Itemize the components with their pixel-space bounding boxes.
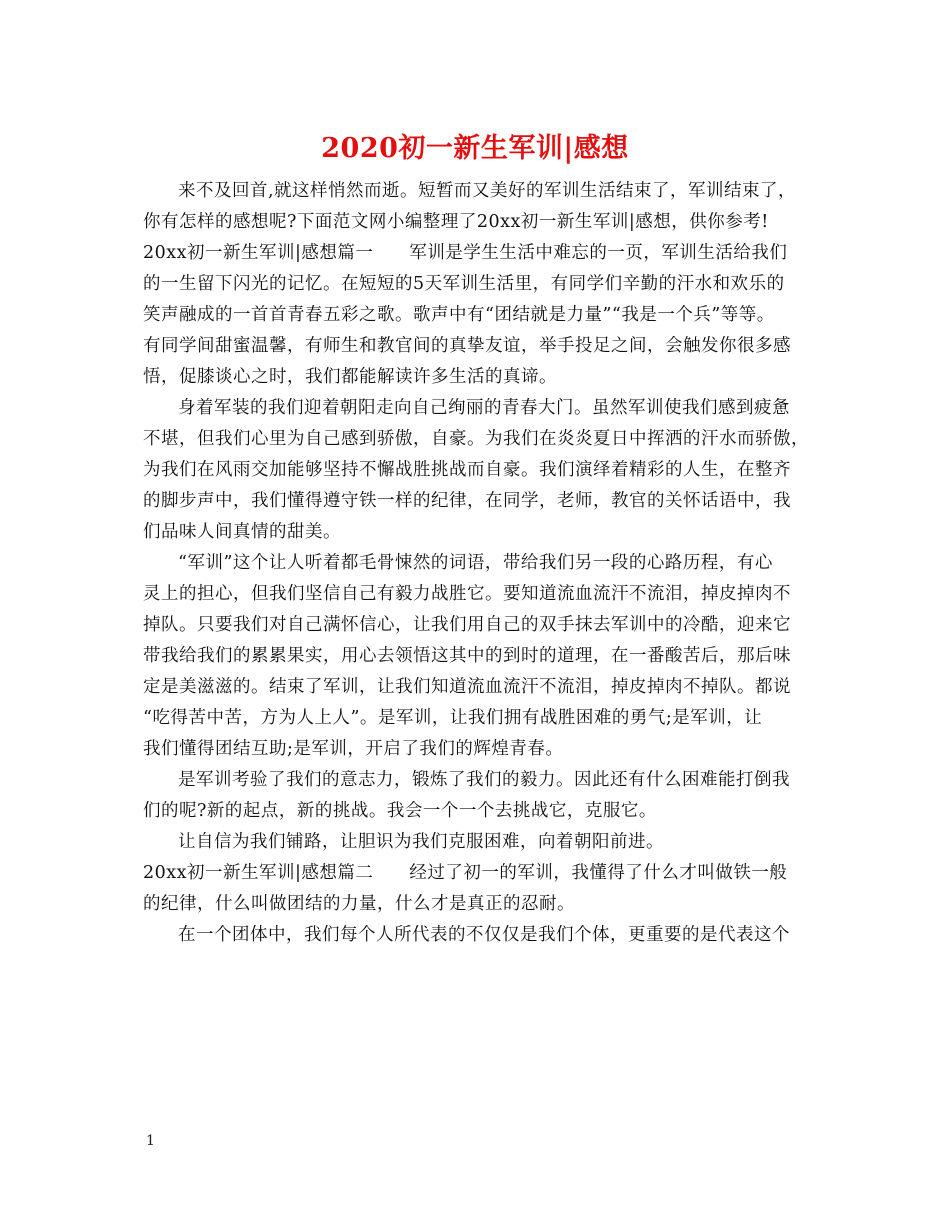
text-line: 悟，促膝谈心之时，我们都能解读许多生活的真谛。 [143, 367, 557, 387]
text-line: “吃得苦中苦，方为人上人”。是军训，让我们拥有战胜困难的勇气;是军训，让 [143, 708, 763, 728]
text-line: 身着军装的我们迎着朝阳走向自己绚丽的青春大门。虽然军训使我们感到疲惫 [178, 398, 790, 418]
text-line: “军训”这个让人听着都毛骨悚然的词语，带给我们另一段的心路历程，有心 [178, 553, 773, 573]
text-line: 掉队。只要我们对自己满怀信心，让我们用自己的双手抹去军训中的冷酷，迎来它 [143, 615, 791, 635]
text-line: 带我给我们的累累果实，用心去领悟这其中的到时的道理，在一番酸苦后，那后味 [143, 646, 791, 666]
text-line: 们品味人间真情的甜美。 [143, 522, 341, 542]
text-line: 20xx初一新生军训|感想篇二 经过了初一的军训，我懂得了什么才叫做铁一般 [143, 863, 788, 883]
text-line: 我们懂得团结互助;是军训，开启了我们的辉煌青春。 [143, 739, 564, 759]
text-line: 不堪，但我们心里为自己感到骄傲，自豪。为我们在炎炎夏日中挥洒的汗水而骄傲， [143, 429, 809, 449]
text-line: 在一个团体中，我们每个人所代表的不仅仅是我们个体，更重要的是代表这个 [178, 925, 790, 945]
page-number: 1 [146, 1133, 155, 1149]
text-line: 们的呢?新的起点，新的挑战。我会一个一个去挑战它，克服它。 [143, 801, 657, 821]
text-line: 灵上的担心，但我们坚信自己有毅力战胜它。要知道流血流汗不流泪，掉皮掉肉不 [143, 584, 791, 604]
document-body [143, 176, 819, 951]
text-line: 你有怎样的感想呢?下面范文网小编整理了20xx初一新生军训|感想，供你参考! [143, 212, 769, 232]
text-line: 让自信为我们铺路，让胆识为我们克服困难，向着朝阳前进。 [178, 832, 664, 852]
text-line: 来不及回首,就这样悄然而逝。短暂而又美好的军训生活结束了，军训结束了， [178, 181, 797, 201]
text-line: 的纪律，什么叫做团结的力量，什么才是真正的忍耐。 [143, 894, 575, 914]
text-line: 的一生留下闪光的记忆。在短短的5天军训生活里，有同学们辛勤的汗水和欢乐的 [143, 274, 785, 294]
document-title: 2020初一新生军训|感想 [321, 133, 629, 164]
text-line: 定是美滋滋的。结束了军训，让我们知道流血流汗不流泪，掉皮掉肉不掉队。都说 [143, 677, 791, 697]
text-line: 是军训考验了我们的意志力，锻炼了我们的毅力。因此还有什么困难能打倒我 [178, 770, 790, 790]
text-line: 笑声融成的一首首青春五彩之歌。歌声中有“团结就是力量”“我是一个兵”等等。 [143, 305, 775, 325]
text-line: 为我们在风雨交加能够坚持不懈战胜挑战而自豪。我们演绎着精彩的人生，在整齐 [143, 460, 791, 480]
text-line: 20xx初一新生军训|感想篇一 军训是学生生活中难忘的一页，军训生活给我们 [143, 243, 788, 263]
text-line: 的脚步声中，我们懂得遵守铁一样的纪律，在同学，老师，教官的关怀话语中，我 [143, 491, 791, 511]
text-line: 有同学间甜蜜温馨，有师生和教官间的真挚友谊，举手投足之间，会触发你很多感 [143, 336, 791, 356]
